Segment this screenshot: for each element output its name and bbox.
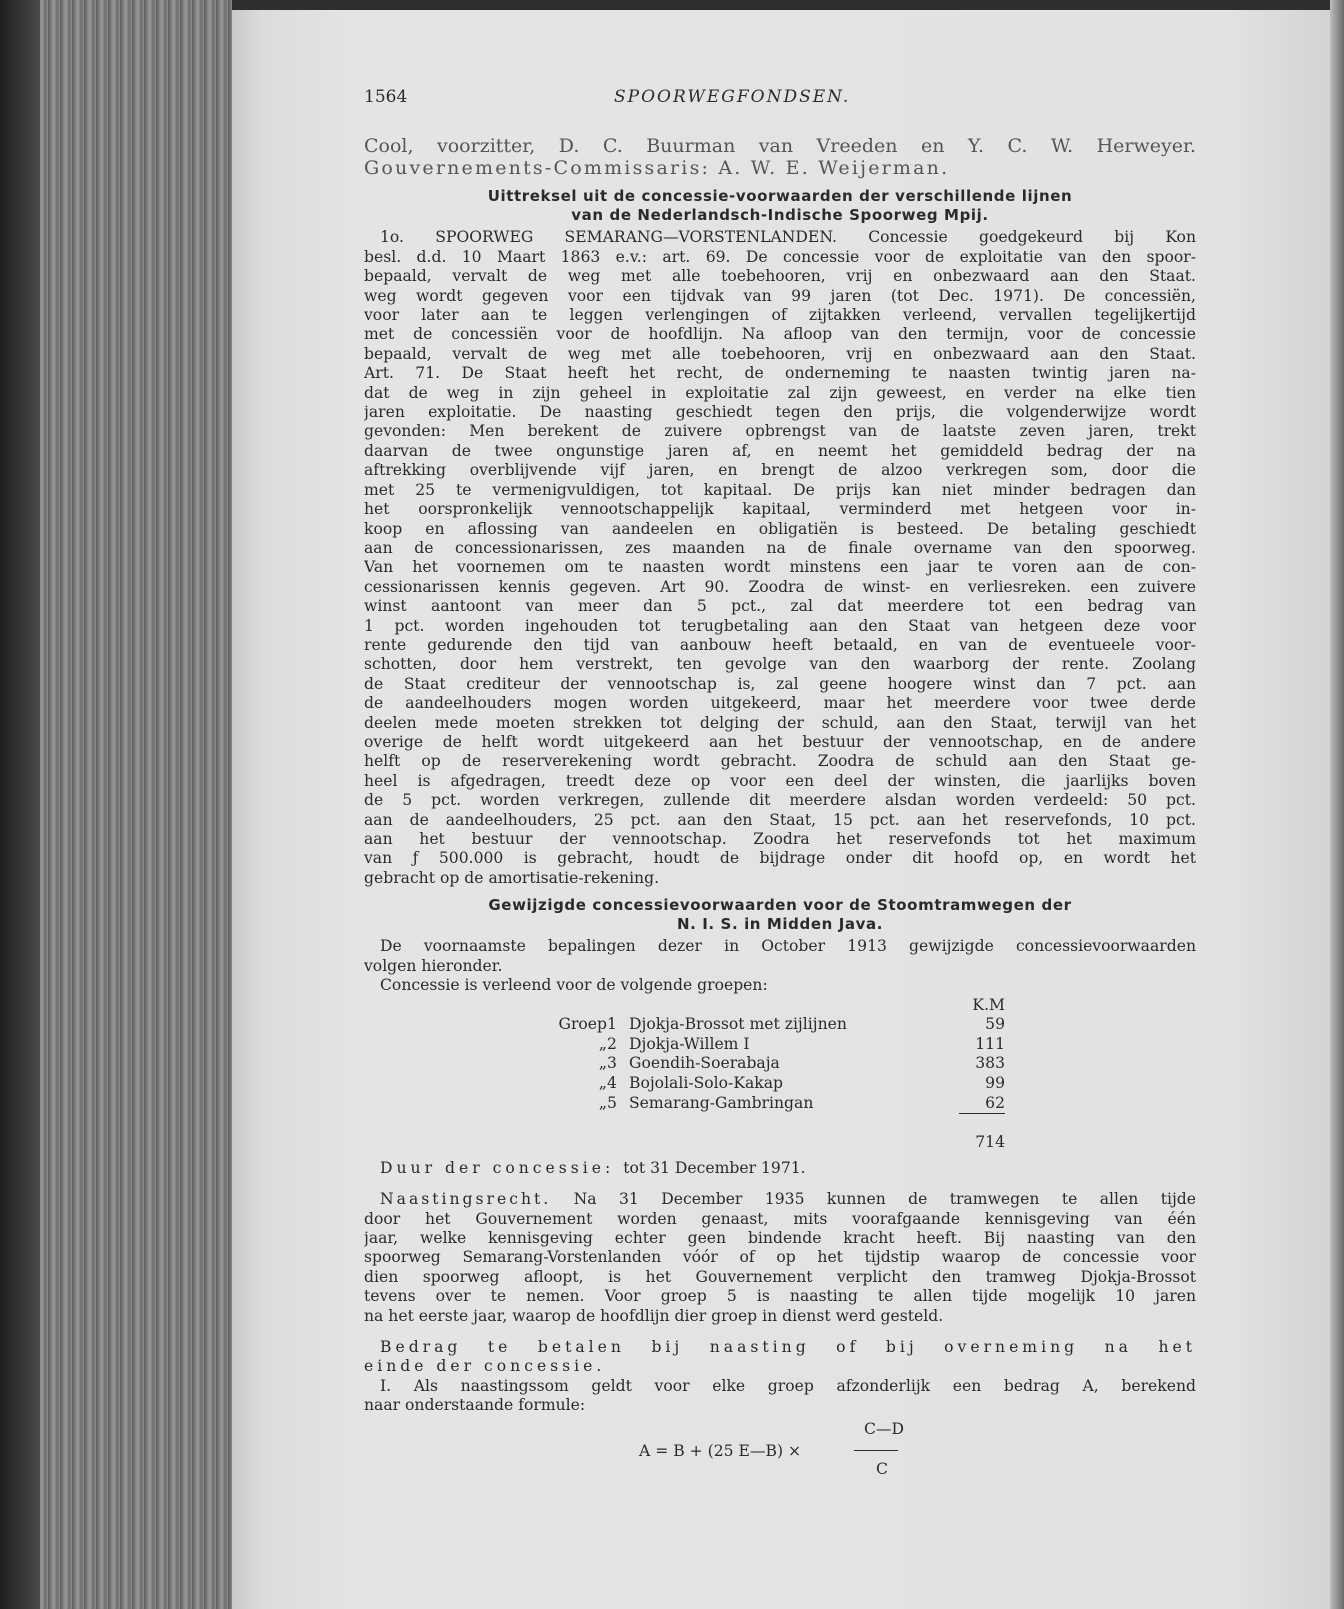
group-lead: „ xyxy=(598,1073,607,1092)
formula-fraction-bar xyxy=(854,1450,898,1451)
paragraph-line: cessionarissen kennis gegeven. Art 90. Zoodra de winst- en verliesreken. een zuivere xyxy=(364,577,1196,596)
paragraph-line: aan het bestuur der vennootschap. Zoodra het reservefonds tot het maximum xyxy=(364,830,1196,848)
group-number: 1 xyxy=(607,1015,617,1034)
paragraph-line: met 25 te vermenigvuldigen, tot kapitaal. De prijs kan niet minder bedragen dan xyxy=(364,480,1196,499)
paragraph-line: door het Gouvernement worden genaast, mits voorafgaande kennisgeving van één xyxy=(364,1209,1196,1228)
paragraph-line: Art. 71. De Staat heeft het recht, de onderneming te naasten twintig jaren na- xyxy=(364,364,1196,383)
section-heading xyxy=(364,187,1196,224)
formula xyxy=(364,1420,1196,1486)
group-lead: „ xyxy=(598,1093,607,1112)
paragraph-line: gebracht op de amortisatie-rekening. xyxy=(364,868,660,887)
group-name: Djokja-Brossot met zijlijnen xyxy=(629,1015,847,1034)
paragraph-line: naar onderstaande formule: xyxy=(364,1396,586,1415)
formula-lhs: A = B + (25 E—B) × xyxy=(639,1441,802,1460)
group-lead: Groep xyxy=(558,1015,607,1034)
paragraph-line: Concessie is verleend voor de volgende groepen: xyxy=(380,976,768,995)
paragraph-line: de 5 pct. worden verkregen, zullende dit meerdere alsdan worden verdeeld: 50 pct. xyxy=(364,791,1196,810)
paragraph-line: jaar, welke kennisgeving echter geen bindende kracht heeft. Bij naasting van den xyxy=(364,1228,1196,1247)
duration-label: Duur der concessie: xyxy=(380,1158,615,1177)
paragraph-line: dat de weg in zijn geheel in exploitatie zal zijn geweest, en verder na elke tien xyxy=(364,383,1196,402)
paragraph-line: besl. d.d. 10 Maart 1863 e.v.: art. 69. De concessie voor de exploitatie van den spoor- xyxy=(364,247,1196,266)
group-lead: „ xyxy=(598,1054,607,1073)
paragraph-line: heel is afgedragen, treedt deze op voor een deel der winsten, die jaarlijks boven xyxy=(364,771,1196,790)
formula-denominator: C xyxy=(876,1459,888,1478)
group-number: 2 xyxy=(607,1034,617,1053)
group-number: 5 xyxy=(607,1093,617,1112)
paragraph-line: na het eerste jaar, waarop de hoofdlijn dier groep in dienst werd gesteld. xyxy=(364,1306,944,1325)
group-row xyxy=(539,1093,1005,1113)
group-km: 62 xyxy=(959,1093,1005,1113)
group-name: Goendih-Soerabaja xyxy=(629,1054,780,1073)
paragraph-line: jaren exploitatie. De naasting geschiedt tegen den prijs, die volgenderwijze wordt xyxy=(364,403,1196,422)
group-row xyxy=(539,1035,1005,1055)
paragraph-line: spoorweg Semarang-Vorstenlanden vóór of op het tijdstip waarop de concessie voor xyxy=(364,1248,1196,1267)
naasting-text: Na 31 December 1935 kunnen de tramwegen te allen tijde xyxy=(573,1190,1196,1209)
running-title: SPOORWEGFONDSEN. xyxy=(614,87,851,107)
paragraph-line: deelen mede moeten strekken tot delging der schuld, aan den Staat, terwijl van het xyxy=(364,713,1196,732)
paragraph-line: 1 pct. worden ingehouden tot terugbetaling aan den Staat van hetgeen deze voor xyxy=(364,616,1196,635)
group-row xyxy=(539,1054,1005,1074)
paragraph-line: I. Als naastingssom geldt voor elke groep afzonderlijk een bedrag A, berekend xyxy=(380,1376,1196,1395)
group-lead: „ xyxy=(598,1034,607,1053)
paragraph-line: schotten, door hem verstrekt, ten gevolge van den waarborg der rente. Zoolang xyxy=(364,655,1196,674)
duration-line xyxy=(364,1159,1196,1178)
group-km: 111 xyxy=(975,1034,1005,1053)
section-heading-line: Gewijzigde concessievoorwaarden voor de Stoomtramwegen der xyxy=(488,896,1072,915)
naasting-label: Naastingsrecht. xyxy=(380,1190,552,1209)
paragraph-line: aan de concessionarissen, zes maanden na de finale overname van den spoorweg. xyxy=(364,538,1196,557)
paragraph-line: Van het voornemen om te naasten wordt minstens een jaar te voren aan de con- xyxy=(364,558,1196,577)
section1-body xyxy=(364,228,1196,888)
km-header: K.M xyxy=(972,995,1005,1014)
paragraph-line: het oorspronkelijk vennootschappelijk kapitaal, verminderd met hetgeen voor in- xyxy=(364,500,1196,519)
paragraph-line: volgen hieronder. xyxy=(364,956,503,975)
group-row xyxy=(539,1074,1005,1094)
running-head xyxy=(364,88,1196,107)
section-heading-line: van de Nederlandsch-Indische Spoorweg Mpij. xyxy=(571,205,989,224)
intro-line: Gouvernements-Commissaris: A. W. E. Weijerman. xyxy=(364,157,950,180)
group-km: 59 xyxy=(985,1015,1005,1034)
page-number: 1564 xyxy=(364,87,408,107)
group-number: 3 xyxy=(607,1054,617,1073)
group-name: Bojolali-Solo-Kakap xyxy=(629,1073,783,1092)
group-name: Djokja-Willem I xyxy=(629,1034,750,1053)
paragraph-line: koop en aflossing van aandeelen en obligatiën is besteed. De betaling geschiedt xyxy=(364,519,1196,538)
paragraph-line: gevonden: Men berekent de zuivere opbrengst van de laatste zeven jaren, trekt xyxy=(364,422,1196,441)
group-km: 383 xyxy=(975,1054,1005,1073)
formula-numerator: C—D xyxy=(864,1419,905,1438)
naasting-paragraph xyxy=(364,1190,1196,1326)
paragraph-line: de aandeelhouders mogen worden uitgekeerd, maar het meerdere voor twee derde xyxy=(364,694,1196,713)
paragraph-line: 1o. SPOORWEG SEMARANG—VORSTENLANDEN. Concessie goedgekeurd bij Kon xyxy=(380,228,1196,247)
paragraph-line: de Staat crediteur der vennootschap is, zal geene hoogere winst dan 7 pct. aan xyxy=(364,674,1196,693)
paragraph-line: van ƒ 500.000 is gebracht, houdt de bijdrage onder dit hoofd op, en wordt het xyxy=(364,849,1196,868)
group-km: 99 xyxy=(985,1073,1005,1092)
section-heading xyxy=(364,896,1196,933)
book-page xyxy=(232,10,1336,1609)
paragraph-line: aftrekking overblijvende vijf jaren, en brengt de alzoo verkregen som, door die xyxy=(364,461,1196,480)
total-row xyxy=(539,1133,1005,1153)
bedrag-heading-line: Bedrag te betalen bij naasting of bij overneming na het xyxy=(380,1337,1196,1356)
groups-header-row xyxy=(539,995,1005,1015)
bedrag-heading-line: einde der concessie. xyxy=(364,1357,606,1376)
book-spine-shadow xyxy=(0,0,40,1609)
group-name: Semarang-Gambringan xyxy=(629,1093,814,1112)
paragraph-line: tevens over te nemen. Voor groep 5 is naasting te allen tijde mogelijk 10 jaren xyxy=(364,1287,1196,1306)
paragraph-line xyxy=(364,1190,1196,1209)
paragraph-line: bepaald, vervalt de weg met alle toebehooren, vrij en onbezwaard aan den Staat. xyxy=(364,267,1196,286)
paragraph-line: aan de aandeelhouders, 25 pct. aan den Staat, 15 pct. aan het reservefonds, 10 pct. xyxy=(364,810,1196,829)
section-heading-line: Uittreksel uit de concessie-voorwaarden der verschillende lijnen xyxy=(487,187,1073,206)
groups-table xyxy=(539,995,1005,1152)
paragraph-line: winst aantoont van meer dan 5 pct., zal dat meerdere tot een bedrag van xyxy=(364,597,1196,616)
paragraph-line: overige de helft wordt uitgekeerd aan het bestuur der vennootschap, en de andere xyxy=(364,732,1196,751)
intro-line: Cool, voorzitter, D. C. Buurman van Vreeden en Y. C. W. Herweyer. xyxy=(364,135,1196,158)
paragraph-line: De voornaamste bepalingen dezer in October 1913 gewijzigde concessievoorwaarden xyxy=(380,937,1196,956)
group-number: 4 xyxy=(607,1073,617,1092)
paragraph-line: voor later aan te leggen verlengingen of zijtakken verleend, vervallen tegelijkertijd xyxy=(364,306,1196,325)
paragraph-line: dien spoorweg afloopt, is het Gouvernement verplicht den tramweg Djokja-Brossot xyxy=(364,1267,1196,1286)
paragraph-line: met de concessiën voor de hoofdlijn. Na afloop van den termijn, voor de concessie xyxy=(364,325,1196,344)
page-right-edge xyxy=(1330,0,1344,1609)
total-km: 714 xyxy=(975,1133,1005,1152)
paragraph-line: daarvan de twee ongunstige jaren af, en neemt het gemiddeld bedrag der na xyxy=(364,441,1196,460)
paragraph-line: weg wordt gegeven voor een tijdvak van 99 jaren (tot Dec. 1971). De concessiën, xyxy=(364,286,1196,305)
paragraph-line: helft op de reserverekening wordt gebracht. Zoodra de schuld aan den Staat ge- xyxy=(364,752,1196,771)
section-heading-line: N. I. S. in Midden Java. xyxy=(676,914,884,933)
group-row xyxy=(539,1015,1005,1035)
duration-value: tot 31 December 1971. xyxy=(623,1158,806,1177)
paragraph-line: rente gedurende den tijd van aanbouw heeft betaald, en van de eventueele voor- xyxy=(364,635,1196,654)
page-content xyxy=(364,88,1196,1486)
paragraph-line: bepaald, vervalt de weg met alle toebehooren, vrij en onbezwaard aan den Staat. xyxy=(364,344,1196,363)
